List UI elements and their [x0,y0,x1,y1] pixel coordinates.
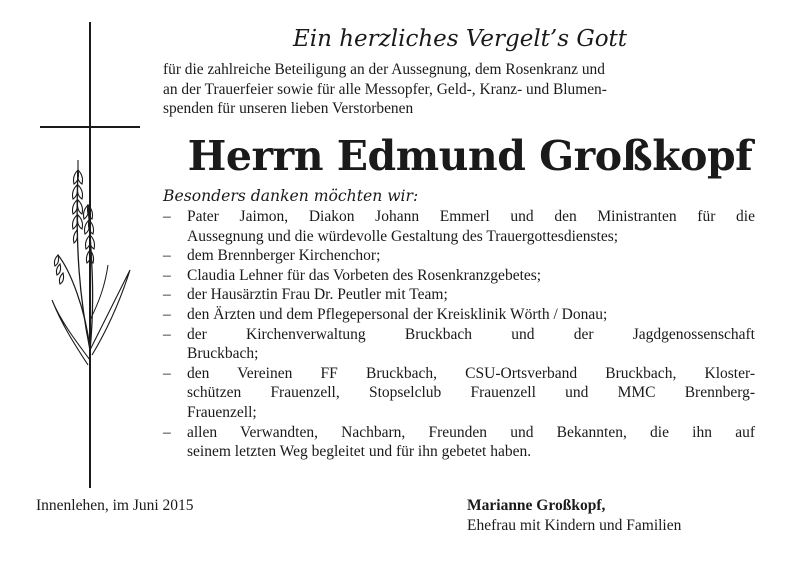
intro-line: an der Trauerfeier sowie für alle Messopfer, Geld-, Kranz- und Blumen- [163,80,607,98]
list-item-line: den Ärzten und dem Pflegepersonal der Kreisklinik Wörth / Donau; [187,305,608,323]
list-item-line: Bruckbach; [187,345,259,363]
list-item-line: Claudia Lehner für das Vorbeten des Rosenkranzgebetes; [187,266,542,284]
deceased-name: Herrn Edmund Großkopf [187,132,753,180]
list-item-line: der Hausärztin Frau Dr. Peutler mit Team; [187,286,448,304]
heading: Ein herzliches Vergelt’s Gott [292,26,628,52]
list-item-line: Frauenzell; [187,403,257,421]
list-item: – der Kirchenverwaltung Bruckbach und der Jagdgenossenschaft Bruckbach; [163,325,755,363]
list-item-line: Pater Jaimon, Diakon Johann Emmerl und den Ministranten für die [187,208,755,225]
list-item-line: allen Verwandten, Nachbarn, Freunden und Bekannten, die ihn auf [187,423,755,441]
list-item: – allen Verwandten, Nachbarn, Freunden und Bekannten, die ihn auf seinem letzten Weg begleitet und für ihn gebetet haben. [163,423,755,461]
signer-family: Ehefrau mit Kindern und Familien [467,517,682,534]
list-item-line: der Kirchenverwaltung Bruckbach und der Jagdgenossenschaft [187,325,755,343]
list-item: – Claudia Lehner für das Vorbeten des Rosenkranzgebetes; [163,266,755,286]
list-item: – dem Brennberger Kirchenchor; [163,246,755,266]
list-item-line: schützen Frauenzell, Stopselclub Frauenzell und MMC Brennberg- [187,384,755,402]
list-item-line: dem Brennberger Kirchenchor; [187,247,381,265]
thanks-title: Besonders danken möchten wir: [163,187,419,205]
intro-text [163,60,755,119]
list-item-line: seinem letzten Weg begleitet und für ihn gebetet haben. [187,443,532,461]
list-item: – den Vereinen FF Bruckbach, CSU-Ortsverband Bruckbach, Kloster- schützen Frauenzell, Stopselclub Frauenzell und MMC Brennberg- Frauenzell; [163,364,755,421]
list-item: – den Ärzten und dem Pflegepersonal der Kreisklinik Wörth / Donau; [163,305,755,325]
signature-block [467,496,681,536]
place-date: Innenlehen, im Juni 2015 [36,497,194,514]
cross-with-wheat-icon [30,20,160,490]
list-item: – Pater Jaimon, Diakon Johann Emmerl und den Ministranten für die Aussegnung und die würdevolle Gestaltung des Trauergottesdienstes; [163,208,755,245]
thanks-list [163,207,755,462]
list-item-line: Aussegnung und die würdevolle Gestaltung des Trauergottesdienstes; [187,227,619,245]
signer-name: Marianne Großkopf, [467,497,606,514]
list-item: – der Hausärztin Frau Dr. Peutler mit Team; [163,285,755,305]
intro-line: spenden für unseren lieben Verstorbenen [163,100,414,117]
list-item-line: den Vereinen FF Bruckbach, CSU-Ortsverband Bruckbach, Kloster- [187,364,755,382]
intro-line: für die zahlreiche Beteiligung an der Aussegnung, dem Rosenkranz und [163,61,605,78]
